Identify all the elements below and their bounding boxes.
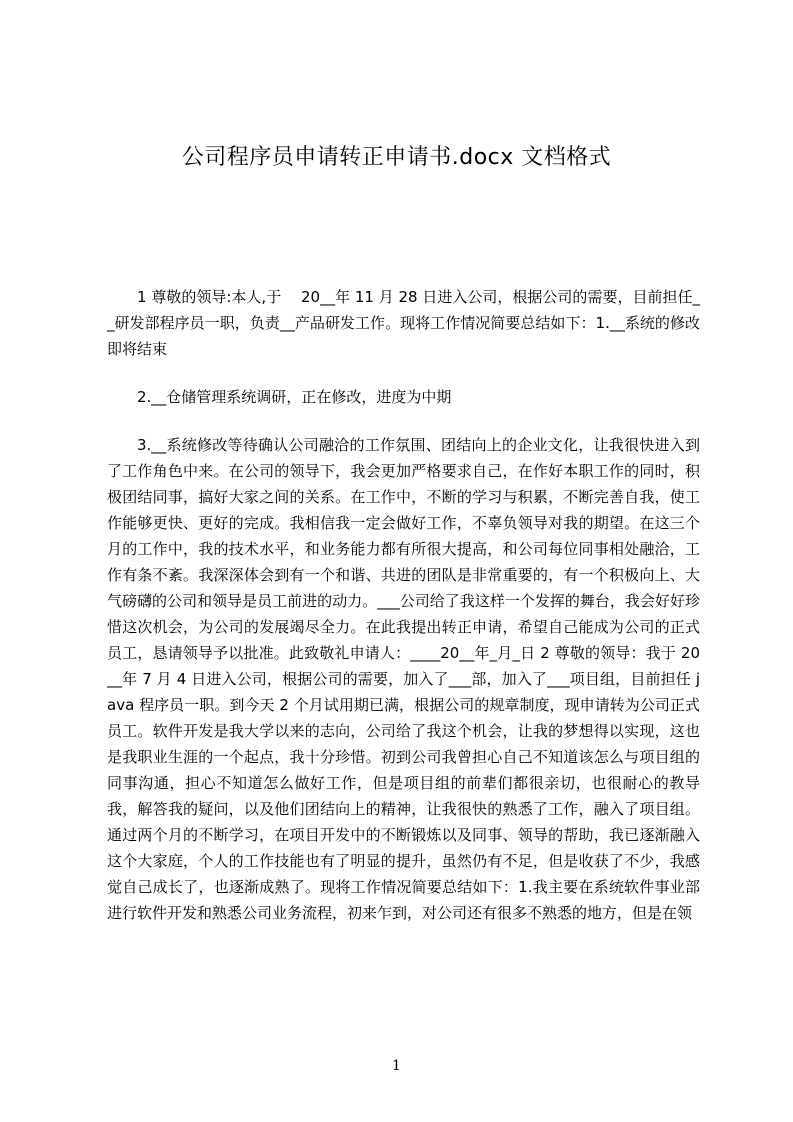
paragraph-3: 3.__系统修改等待确认公司融洽的工作氛围、团结向上的企业文化，让我很快进入到了工作角色中来。在公司的领导下，我会更加严格要求自己，在作好本职工作的同时，积极团结同事，搞好大家之间的关系。在工作中，不断的学习与积累，不断完善自我，使工作能够更快、更好的完成。我相信我一定会做好工作，不辜负领导对我的期望。在这三个月的工作中，我的技术水平，和业务能力都有所很大提高，和公司每位同事相处融洽，工作有条不紊。我深深体会到有一个和谐、共进的团队是非常重要的，有一个积极向上、大气磅礴的公司和领导是员工前进的动力。___公司给了我这样一个发挥的舞台，我会好好珍惜这次机会，为公司的发展竭尽全力。在此我提出转正申请，希望自己能成为公司的正式员工，恳请领导予以批准。此致敬礼申请人：____20__年_月_日 2 尊敬的领导：我于 20__年 7 月 4 日进入公司，根据公司的需要，加入了___部，加入了___项目组，目前担任 java 程序员一职。到今天 2 个月试用期已满，根据公司的规章制度，现申请转为公司正式员工。软件开发是我大学以来的志向，公司给了我这个机会，让我的梦想得以实现，这也是我职业生涯的一个起点，我十分珍惜。初到公司我曾担心自己不知道该怎么与项目组的同事沟通，担心不知道怎么做好工作，但是项目组的前辈们都很亲切，也很耐心的教导我，解答我的疑问，以及他们团结向上的精神，让我很快的熟悉了工作，融入了项目组。通过两个月的不断学习，在项目开发中的不断锻炼以及同事、领导的帮助，我已逐渐融入这个大家庭，个人的工作技能也有了明显的提升，虽然仍有不足，但是收获了不少，我感觉自己成长了，也逐渐成熟了。现将工作情况简要总结如下：1.我主要在系统软件事业部进行软件开发和熟悉公司业务流程，初来乍到，对公司还有很多不熟悉的地方，但是在领 (107, 436, 700, 922)
page-number: 1 (392, 1058, 401, 1074)
paragraph-1: 1 尊敬的领导:本人,于 20__年 11 月 28 日进入公司，根据公司的需要，目前担任__研发部程序员一职，负责__产品研发工作。现将工作情况简要总结如下：1.__系统的修改即将结束 (107, 288, 700, 358)
document-title: 公司程序员申请转正申请书.docx 文档格式 (181, 145, 612, 170)
document-body (107, 284, 700, 926)
paragraph-2: 2.__仓储管理系统调研，正在修改，进度为中期 (137, 388, 452, 406)
